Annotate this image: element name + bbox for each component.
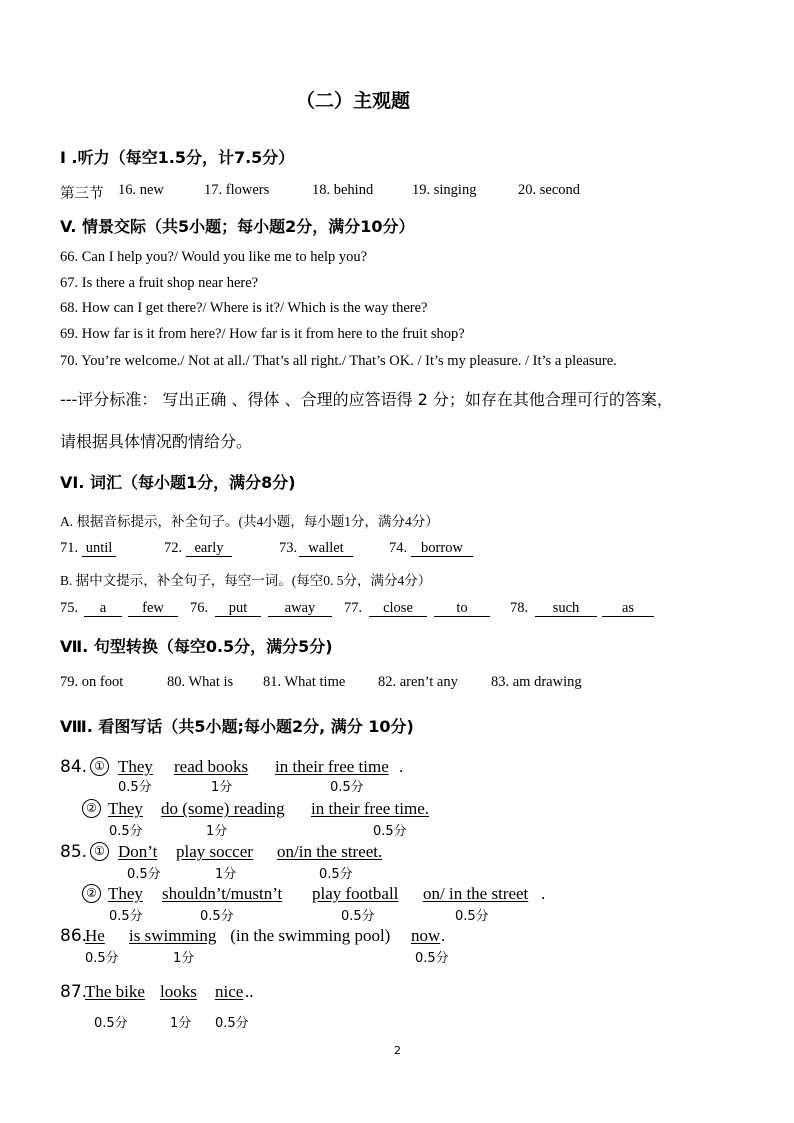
answer-segment: They <box>108 799 143 818</box>
answer-blank: until <box>82 540 116 557</box>
section-sentence-transform-heading: Ⅶ. 句型转换（每空0.5分，满分5分) <box>60 637 333 656</box>
dialogue-answer-66: 66. Can I help you?/ Would you like me to help you? <box>60 249 368 265</box>
score-label: 0.5分 <box>200 909 234 924</box>
score-label: 0.5分 <box>319 867 353 882</box>
answer-18: 18. behind <box>312 182 374 198</box>
answer-blank: as <box>602 600 654 617</box>
answer-num: 77. <box>344 600 363 616</box>
answer-segment: shouldn’t/mustn’t <box>162 884 283 903</box>
answer-num: 74. <box>389 540 408 556</box>
score-label: 0.5分 <box>415 951 449 966</box>
answer-punctuation: .. <box>245 982 254 1001</box>
vocab-part-a-instruction: A. 根据音标提示，补全句子。(共4小题，每小题1分，满分4分） <box>60 514 439 529</box>
answer-segment: now <box>411 926 441 945</box>
answer-segment: The bike <box>85 982 145 1001</box>
page-number: 2 <box>394 1044 401 1057</box>
answer-blank: close <box>369 600 427 617</box>
answer-segment: on/in the street. <box>277 842 383 861</box>
answer-blank: wallet <box>299 540 353 557</box>
answer-19: 19. singing <box>412 182 477 198</box>
circled-two-marker: ② <box>82 884 101 903</box>
score-label: 0.5分 <box>373 824 407 839</box>
question-number: 86. <box>60 926 88 946</box>
score-label: 0.5分 <box>215 1016 249 1031</box>
answer-blank: few <box>128 600 178 617</box>
answer-segment: in their free time <box>275 757 389 776</box>
score-label: 1分 <box>211 780 233 795</box>
dialogue-answer-70: 70. You’re welcome./ Not at all./ That’s all right./ That’s OK. / It’s my pleasure. / It’s a pleasure. <box>60 353 617 369</box>
answer-segment: They <box>108 884 143 903</box>
question-number: 84. <box>60 757 88 777</box>
section-picture-writing-heading: Ⅷ. 看图写话（共5小题;每小题2分, 满分 10分) <box>60 717 414 736</box>
score-label: 1分 <box>206 824 228 839</box>
score-label: 0.5分 <box>109 909 143 924</box>
answer-segment: They <box>118 757 153 776</box>
answer-83: 83. am drawing <box>491 674 582 690</box>
dialogue-answer-69: 69. How far is it from here?/ How far is it from here to the fruit shop? <box>60 326 465 342</box>
answer-punctuation: . <box>399 757 404 776</box>
answer-blank: early <box>186 540 232 557</box>
answer-segment: on/ in the street <box>423 884 529 903</box>
answer-punctuation: . <box>541 884 546 903</box>
answer-blank: a <box>84 600 122 617</box>
answer-segment: looks <box>160 982 197 1001</box>
answer-num: 75. <box>60 600 79 616</box>
answer-blank: such <box>535 600 597 617</box>
score-label: 0.5分 <box>127 867 161 882</box>
score-label: 0.5分 <box>85 951 119 966</box>
score-label: 0.5分 <box>94 1016 128 1031</box>
answer-81: 81. What time <box>263 674 346 690</box>
answer-segment: read books <box>174 757 249 776</box>
answer-segment: play soccer <box>176 842 253 861</box>
answer-20: 20. second <box>518 182 581 198</box>
answer-num: 71. <box>60 540 79 556</box>
circled-two-marker: ② <box>82 799 101 818</box>
answer-punctuation: . <box>441 926 446 945</box>
answer-82: 82. aren’t any <box>378 674 458 690</box>
page-title: （二）主观题 <box>296 90 411 112</box>
score-label: 0.5分 <box>118 780 152 795</box>
vocab-part-b-instruction: B. 据中文提示，补全句子，每空一词。(每空0. 5分，满分4分） <box>60 573 432 588</box>
answer-segment: (in the swimming pool) <box>226 926 395 945</box>
answer-segment: is swimming <box>129 926 217 945</box>
answer-num: 72. <box>164 540 183 556</box>
answer-num: 76. <box>190 600 209 616</box>
circled-one-marker: ① <box>90 842 109 861</box>
part-label: 第三节 <box>60 186 104 202</box>
dialogue-answer-67: 67. Is there a fruit shop near here? <box>60 275 259 291</box>
question-number: 85. <box>60 842 88 862</box>
answer-segment: do (some) reading <box>161 799 285 818</box>
answer-num: 73. <box>279 540 298 556</box>
score-label: 1分 <box>173 951 195 966</box>
dialogue-answer-68: 68. How can I get there?/ Where is it?/ Which is the way there? <box>60 300 428 316</box>
question-number: 87. <box>60 982 88 1002</box>
answer-blank: borrow <box>411 540 473 557</box>
score-label: 1分 <box>215 867 237 882</box>
answer-segment: Don’t <box>118 842 158 861</box>
grading-criteria-line1: ---评分标准： 写出正确 、得体 、合理的应答语得 2 分；如存在其他合理可行的答案， <box>60 390 673 409</box>
score-label: 0.5分 <box>341 909 375 924</box>
score-label: 1分 <box>170 1016 192 1031</box>
circled-one-marker: ① <box>90 757 109 776</box>
answer-segment: play football <box>312 884 399 903</box>
score-label: 0.5分 <box>455 909 489 924</box>
answer-segment: in their free time. <box>311 799 430 818</box>
section-listening-heading: I .听力（每空1.5分，计7.5分） <box>60 148 295 167</box>
score-label: 0.5分 <box>109 824 143 839</box>
section-dialogue-heading: V. 情景交际（共5小题；每小题2分，满分10分） <box>60 217 415 236</box>
answer-80: 80. What is <box>167 674 234 690</box>
answer-blank: away <box>268 600 332 617</box>
grading-criteria-line2: 请根据具体情况酌情给分。 <box>60 432 253 451</box>
answer-79: 79. on foot <box>60 674 124 690</box>
answer-blank: to <box>434 600 490 617</box>
answer-blank: put <box>215 600 261 617</box>
answer-segment: nice <box>215 982 244 1001</box>
answer-16: 16. new <box>118 182 164 198</box>
answer-segment: He <box>85 926 105 945</box>
section-vocabulary-heading: VI. 词汇（每小题1分，满分8分) <box>60 473 296 492</box>
answer-17: 17. flowers <box>204 182 270 198</box>
score-label: 0.5分 <box>330 780 364 795</box>
answer-num: 78. <box>510 600 529 616</box>
